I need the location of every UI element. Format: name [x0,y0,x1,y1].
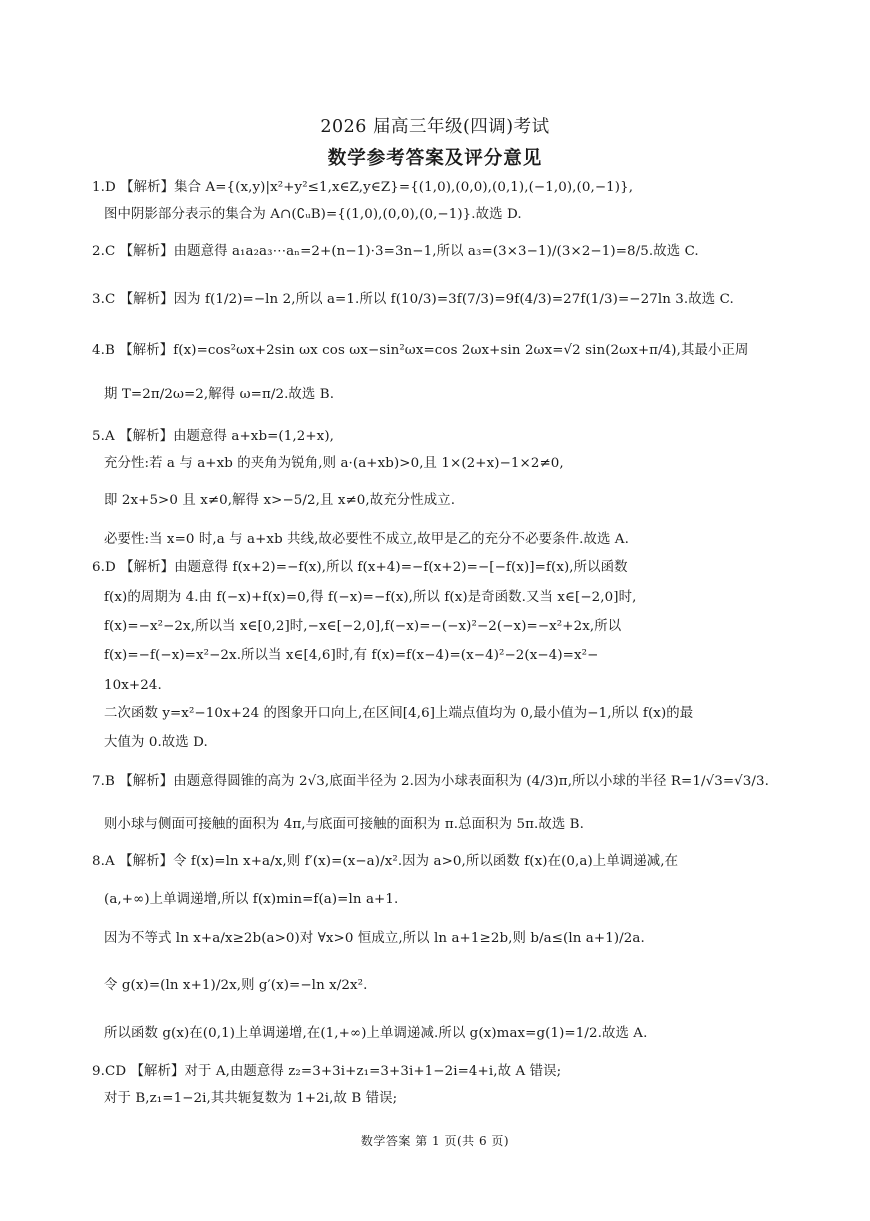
answer-line: 10x+24. [104,678,162,693]
answer-line: 则小球与侧面可接触的面积为 4π,与底面可接触的面积为 π.总面积为 5π.故选 B. [104,817,584,832]
answer-line: 9.CD 【解析】对于 A,由题意得 z₂=3+3i+z₁=3+3i+1−2i=4+i,故 A 错误; [92,1064,562,1079]
answer-line: (a,+∞)上单调递增,所以 f(x)min=f(a)=ln a+1. [104,892,399,907]
answer-line: 6.D 【解析】由题意得 f(x+2)=−f(x),所以 f(x+4)=−f(x+2)=−[−f(x)]=f(x),所以函数 [92,560,628,575]
answer-line: 即 2x+5>0 且 x≠0,解得 x>−5/2,且 x≠0,故充分性成立. [104,493,456,508]
answer-line: 充分性:若 a 与 a+xb 的夹角为锐角,则 a·(a+xb)>0,且 1×(2+x)−1×2≠0, [104,456,564,471]
page-footer: 数学答案 第 1 页(共 6 页) [360,1134,510,1148]
answer-line: 7.B 【解析】由题意得圆锥的高为 2√3,底面半径为 2.因为小球表面积为 (4/3)π,所以小球的半径 R=1/√3=√3/3. [92,774,769,789]
exam-title: 2026 届高三年级(四调)考试 [320,117,550,137]
answer-line: 8.A 【解析】令 f(x)=ln x+a/x,则 f′(x)=(x−a)/x².因为 a>0,所以函数 f(x)在(0,a)上单调递减,在 [92,854,679,869]
answer-line: 必要性:当 x=0 时,a 与 a+xb 共线,故必要性不成立,故甲是乙的充分不必要条件.故选 A. [104,532,629,547]
answer-line: 5.A 【解析】由题意得 a+xb=(1,2+x), [92,429,335,444]
answer-line: 1.D 【解析】集合 A={(x,y)|x²+y²≤1,x∈Z,y∈Z}={(1,0),(0,0),(0,1),(−1,0),(0,−1)}, [92,180,634,195]
answer-line: 所以函数 g(x)在(0,1)上单调递增,在(1,+∞)上单调递减.所以 g(x)max=g(1)=1/2.故选 A. [104,1026,648,1041]
answer-line: 2.C 【解析】由题意得 a₁a₂a₃⋯aₙ=2+(n−1)·3=3n−1,所以 a₃=(3×3−1)/(3×2−1)=8/5.故选 C. [92,244,699,259]
answer-line: 期 T=2π/2ω=2,解得 ω=π/2.故选 B. [104,387,335,402]
answer-line: f(x)=−x²−2x,所以当 x∈[0,2]时,−x∈[−2,0],f(−x)=−(−x)²−2(−x)=−x²+2x,所以 [104,619,622,634]
answer-line: 图中阴影部分表示的集合为 A∩(∁ᵤB)={(1,0),(0,0),(0,−1)}.故选 D. [104,207,522,222]
answer-line: 二次函数 y=x²−10x+24 的图象开口向上,在区间[4,6]上端点值均为 0,最小值为−1,所以 f(x)的最 [104,706,694,721]
answer-line: 对于 B,z₁=1−2i,其共轭复数为 1+2i,故 B 错误; [104,1091,398,1106]
answer-line: 令 g(x)=(ln x+1)/2x,则 g′(x)=−ln x/2x². [104,978,368,993]
exam-subtitle: 数学参考答案及评分意见 [327,148,543,169]
answer-line: 因为不等式 ln x+a/x≥2b(a>0)对 ∀x>0 恒成立,所以 ln a+1≥2b,则 b/a≤(ln a+1)/2a. [104,931,645,946]
answer-line: 3.C 【解析】因为 f(1/2)=−ln 2,所以 a=1.所以 f(10/3)=3f(7/3)=9f(4/3)=27f(1/3)=−27ln 3.故选 C. [92,292,734,307]
answer-line: f(x)=−f(−x)=x²−2x.所以当 x∈[4,6]时,有 f(x)=f(x−4)=(x−4)²−2(x−4)=x²− [104,648,599,663]
answer-line: 大值为 0.故选 D. [104,735,208,750]
answer-line: f(x)的周期为 4.由 f(−x)+f(x)=0,得 f(−x)=−f(x),所以 f(x)是奇函数.又当 x∈[−2,0]时, [104,590,637,605]
answer-line: 4.B 【解析】f(x)=cos²ωx+2sin ωx cos ωx−sin²ωx=cos 2ωx+sin 2ωx=√2 sin(2ωx+π/4),其最小正周 [92,343,749,358]
